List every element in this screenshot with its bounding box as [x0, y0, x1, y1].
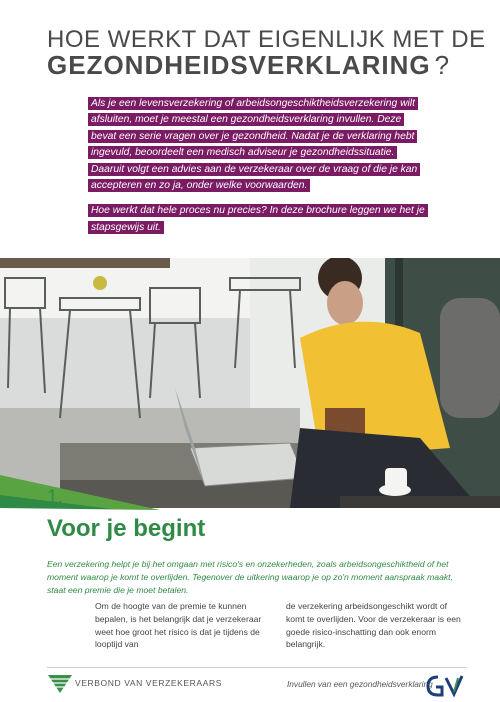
intro-paragraph-2: Hoe werkt dat hele proces nu precies? In deze brochure leggen we het je stapsgewijs uit. [88, 203, 428, 236]
green-accent-shape [0, 440, 160, 510]
section-lead: Een verzekering helpt je bij het omgaan met risico's en onzekerheden, zoals arbeidsongeschiktheid of het moment waarop je komt te overlijden. Tegenover de uitkering waarop je op zo'n moment aanspraak maakt, staat een premie die je moet betalen. [47, 559, 453, 595]
section-number: 1. [47, 487, 63, 508]
section-title: Voor je begint [47, 515, 206, 542]
body-column-2: de verzekering arbeidsongeschikt wordt of komt te overlijden. Voor de verzekeraar is een goede risico-inschatting dan ook enorm belangrijk. [286, 601, 461, 650]
body-column-1: Om de hoogte van de premie te kunnen bepalen, is het belangrijk dat je verzekeraar weet hoe groot het risico is dat je tijdens de looptijd van [95, 601, 262, 650]
page-title-line1: HOE WERKT DAT EIGENLIJK MET DE [47, 26, 486, 53]
footer-note: Invullen van een gezondheidsverklaring [287, 679, 433, 689]
footer-divider [47, 667, 467, 668]
intro-paragraph-1: Als je een levensverzekering of arbeidsongeschiktheidsverzekering wilt afsluiten, moet je meestal een gezondheidsverklaring invullen. Deze bevat een serie vragen over je gezondheid. Nadat je de verklaring hebt ingevuld, beoordeelt een medisch adviseur je gezondheidssituatie. Daaruit volgt een advies aan de verzekeraar over de vraag of die je kan accepteren en zo ja, onder welke voorwaarden. [88, 96, 428, 194]
intro-block [88, 96, 428, 245]
page-title-main: GEZONDHEIDSVERKLARING [47, 50, 431, 80]
verbond-logo-icon [48, 673, 72, 695]
page-title-mark: ? [434, 50, 450, 80]
footer-org-name: VERBOND VAN VERZEKERAARS [75, 678, 222, 688]
page-title-line2 [47, 50, 449, 81]
gav-logo [424, 672, 466, 698]
gav-logo-text: GV [424, 672, 426, 673]
